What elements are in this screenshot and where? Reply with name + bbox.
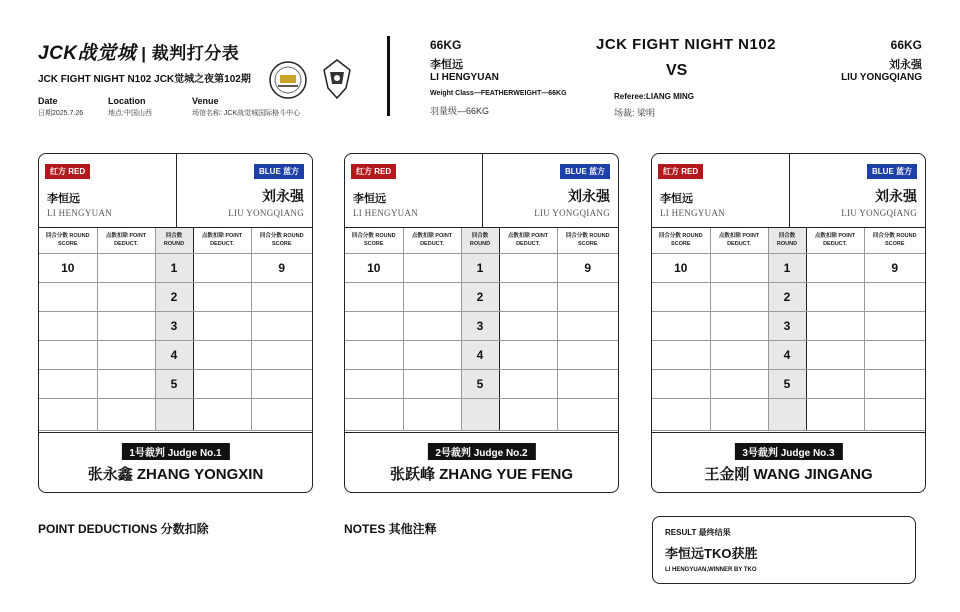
- blue-round-score-cell[interactable]: [864, 340, 925, 369]
- red-fighter-cn: 李恒远: [660, 193, 693, 205]
- round-number-cell: 5: [768, 369, 806, 398]
- location-label: Location: [108, 96, 146, 106]
- red-point-deduct-cell[interactable]: [97, 340, 155, 369]
- round-number-cell: 4: [768, 340, 806, 369]
- blue-round-score-cell[interactable]: [557, 369, 618, 398]
- red-round-score-cell[interactable]: [345, 369, 403, 398]
- total-cell[interactable]: [806, 398, 864, 430]
- total-row: [39, 398, 312, 430]
- judge-score-card-3: [651, 153, 926, 493]
- fighters-header: [652, 154, 925, 228]
- blue-corner-badge: BLUE 蓝方: [254, 164, 304, 179]
- red-fighter-en: LI HENGYUAN: [660, 208, 726, 218]
- round-row: [345, 311, 618, 340]
- round-row: [39, 340, 312, 369]
- blue-round-score-cell[interactable]: [251, 282, 312, 311]
- col-round: 回合数 ROUND: [768, 228, 806, 253]
- red-round-score-cell[interactable]: [39, 369, 97, 398]
- col-blue-point-deduct: 点数扣除 POINT DEDUCT.: [806, 228, 864, 253]
- col-blue-round-score: 回合分数 ROUND SCORE: [557, 228, 618, 253]
- red-point-deduct-cell[interactable]: [403, 253, 461, 282]
- fighters-header: [345, 154, 618, 228]
- red-round-score-cell[interactable]: [39, 282, 97, 311]
- blue-round-score-cell[interactable]: [864, 369, 925, 398]
- blue-fighter-cn: 刘永强: [568, 188, 610, 204]
- total-cell[interactable]: [710, 398, 768, 430]
- event-subtitle: JCK FIGHT NIGHT N102 JCK觉城之夜第102期: [38, 74, 251, 85]
- red-corner-badge: 红方 RED: [351, 164, 396, 179]
- round-number-cell: 3: [768, 311, 806, 340]
- venue-label: Venue: [192, 96, 219, 106]
- sheet-title: | 裁判打分表: [141, 44, 240, 63]
- total-cell[interactable]: [557, 398, 618, 430]
- blue-round-score-cell[interactable]: [557, 340, 618, 369]
- blue-fighter-name-cn: 刘永强: [889, 59, 922, 71]
- blue-round-score-cell[interactable]: [557, 311, 618, 340]
- corner-divider: [789, 154, 790, 228]
- score-table-header: [652, 228, 925, 253]
- round-row: [39, 282, 312, 311]
- red-corner-badge: 红方 RED: [45, 164, 90, 179]
- blue-point-deduct-cell[interactable]: [193, 369, 251, 398]
- red-round-score-cell[interactable]: [652, 311, 710, 340]
- round-row: [345, 369, 618, 398]
- jck-emblem-icon: [316, 58, 358, 100]
- col-red-point-deduct: 点数扣除 POINT DEDUCT.: [710, 228, 768, 253]
- referee-en: Referee:LIANG MING: [614, 92, 695, 101]
- blue-round-score-cell[interactable]: 9: [557, 253, 618, 282]
- blue-point-deduct-cell[interactable]: [806, 282, 864, 311]
- col-round: 回合数 ROUND: [155, 228, 193, 253]
- corner-divider: [482, 154, 483, 228]
- blue-point-deduct-cell[interactable]: [499, 340, 557, 369]
- judge-section: [345, 432, 618, 493]
- blue-point-deduct-cell[interactable]: [806, 253, 864, 282]
- blue-point-deduct-cell[interactable]: [806, 311, 864, 340]
- corner-divider: [176, 154, 177, 228]
- col-red-round-score: 回合分数 ROUND SCORE: [652, 228, 710, 253]
- total-row: [652, 398, 925, 430]
- blue-fighter-cn: 刘永强: [875, 188, 917, 204]
- result-box: [652, 516, 916, 584]
- judge-score-card-1: [38, 153, 313, 493]
- blue-round-score-cell[interactable]: [251, 369, 312, 398]
- round-number-cell: 3: [155, 311, 193, 340]
- blue-point-deduct-cell[interactable]: [193, 282, 251, 311]
- location-value: 地点:中国山西: [108, 110, 152, 117]
- col-blue-round-score: 回合分数 ROUND SCORE: [251, 228, 312, 253]
- red-round-score-cell[interactable]: [39, 311, 97, 340]
- round-number-cell: 5: [155, 369, 193, 398]
- red-round-score-cell[interactable]: [652, 369, 710, 398]
- col-blue-point-deduct: 点数扣除 POINT DEDUCT.: [499, 228, 557, 253]
- round-number-cell: 1: [461, 253, 499, 282]
- red-point-deduct-cell[interactable]: [97, 311, 155, 340]
- total-cell[interactable]: [403, 398, 461, 430]
- round-row: [345, 282, 618, 311]
- red-point-deduct-cell[interactable]: [97, 369, 155, 398]
- red-point-deduct-cell[interactable]: [710, 369, 768, 398]
- red-fighter-cn: 李恒远: [47, 193, 80, 205]
- header-divider: [387, 36, 390, 116]
- col-red-point-deduct: 点数扣除 POINT DEDUCT.: [97, 228, 155, 253]
- total-cell[interactable]: [39, 398, 97, 430]
- date-label: Date: [38, 96, 58, 106]
- red-round-score-cell[interactable]: 10: [345, 253, 403, 282]
- round-number-cell: 1: [768, 253, 806, 282]
- weight-class-en: Weight Class—FEATHERWEIGHT—66KG: [430, 90, 567, 97]
- score-table: [652, 228, 925, 431]
- judge-number-tag: 3号裁判 Judge No.3: [734, 443, 842, 460]
- red-corner-badge: 红方 RED: [658, 164, 703, 179]
- total-cell[interactable]: [193, 398, 251, 430]
- red-round-score-cell[interactable]: [345, 340, 403, 369]
- col-red-round-score: 回合分数 ROUND SCORE: [39, 228, 97, 253]
- red-point-deduct-cell[interactable]: [710, 282, 768, 311]
- round-row: [39, 369, 312, 398]
- red-round-score-cell[interactable]: [345, 311, 403, 340]
- round-row: [39, 253, 312, 282]
- blue-point-deduct-cell[interactable]: [806, 340, 864, 369]
- red-round-score-cell[interactable]: 10: [39, 253, 97, 282]
- red-fighter-name-en: LI HENGYUAN: [430, 72, 499, 83]
- judge-section: [652, 432, 925, 493]
- blue-point-deduct-cell[interactable]: [499, 282, 557, 311]
- red-point-deduct-cell[interactable]: [710, 340, 768, 369]
- red-round-score-cell[interactable]: [652, 340, 710, 369]
- total-cell: [155, 398, 193, 430]
- red-point-deduct-cell[interactable]: [710, 253, 768, 282]
- red-point-deduct-cell[interactable]: [403, 369, 461, 398]
- round-row: [39, 311, 312, 340]
- blue-corner-badge: BLUE 蓝方: [867, 164, 917, 179]
- blue-point-deduct-cell[interactable]: [193, 253, 251, 282]
- blue-round-score-cell[interactable]: [251, 311, 312, 340]
- point-deductions-label: POINT DEDUCTIONS 分数扣除: [38, 522, 209, 536]
- red-fighter-cn: 李恒远: [353, 193, 386, 205]
- judge-number-tag: 2号裁判 Judge No.2: [427, 443, 535, 460]
- red-round-score-cell[interactable]: [652, 282, 710, 311]
- score-table-header: [345, 228, 618, 253]
- red-round-score-cell[interactable]: [345, 282, 403, 311]
- blue-point-deduct-cell[interactable]: [193, 340, 251, 369]
- red-point-deduct-cell[interactable]: [97, 253, 155, 282]
- round-row: [345, 340, 618, 369]
- logo-title: [38, 38, 239, 65]
- red-fighter-en: LI HENGYUAN: [47, 208, 113, 218]
- result-text-en: LI HENGYUAN,WINNER BY TKO: [665, 567, 757, 573]
- judge-name: 王金刚 WANG JINGANG: [704, 466, 873, 483]
- total-cell[interactable]: [97, 398, 155, 430]
- col-round: 回合数 ROUND: [461, 228, 499, 253]
- blue-point-deduct-cell[interactable]: [193, 311, 251, 340]
- blue-point-deduct-cell[interactable]: [806, 369, 864, 398]
- col-red-point-deduct: 点数扣除 POINT DEDUCT.: [403, 228, 461, 253]
- venue-value: 场馆名称: JCK战觉城国际格斗中心: [192, 110, 301, 117]
- round-row: [345, 253, 618, 282]
- round-number-cell: 5: [461, 369, 499, 398]
- col-blue-round-score: 回合分数 ROUND SCORE: [864, 228, 925, 253]
- federation-seal-icon: [268, 60, 308, 100]
- blue-round-score-cell[interactable]: [251, 340, 312, 369]
- judge-name: 张永鑫 ZHANG YONGXIN: [87, 466, 264, 483]
- red-fighter-en: LI HENGYUAN: [353, 208, 419, 218]
- red-point-deduct-cell[interactable]: [710, 311, 768, 340]
- blue-point-deduct-cell[interactable]: [499, 369, 557, 398]
- round-row: [652, 311, 925, 340]
- judge-name: 张跃峰 ZHANG YUE FENG: [389, 466, 574, 483]
- blue-fighter-en: LIU YONGQIANG: [228, 208, 304, 218]
- blue-round-score-cell[interactable]: 9: [864, 253, 925, 282]
- blue-round-score-cell[interactable]: [864, 282, 925, 311]
- round-number-cell: 3: [461, 311, 499, 340]
- result-label: RESULT 最终结果: [665, 528, 731, 537]
- round-row: [652, 369, 925, 398]
- blue-corner-badge: BLUE 蓝方: [560, 164, 610, 179]
- blue-round-score-cell[interactable]: 9: [251, 253, 312, 282]
- blue-point-deduct-cell[interactable]: [499, 311, 557, 340]
- blue-weight: 66KG: [890, 38, 922, 52]
- round-number-cell: 1: [155, 253, 193, 282]
- round-row: [652, 253, 925, 282]
- blue-round-score-cell[interactable]: [864, 311, 925, 340]
- total-cell[interactable]: [499, 398, 557, 430]
- referee-cn: 场裁: 梁明: [614, 108, 656, 118]
- score-table-header: [39, 228, 312, 253]
- blue-fighter-en: LIU YONGQIANG: [841, 208, 917, 218]
- col-red-round-score: 回合分数 ROUND SCORE: [345, 228, 403, 253]
- total-cell: [461, 398, 499, 430]
- score-table: [345, 228, 618, 431]
- total-row: [345, 398, 618, 430]
- judge-score-card-2: [344, 153, 619, 493]
- result-text-cn: 李恒远TKO获胜: [665, 546, 758, 561]
- red-point-deduct-cell[interactable]: [403, 282, 461, 311]
- brand-logo: JCK战觉城: [38, 43, 137, 64]
- total-cell[interactable]: [345, 398, 403, 430]
- red-fighter-name-cn: 李恒远: [430, 59, 463, 71]
- blue-fighter-name-en: LIU YONGQIANG: [841, 72, 922, 83]
- red-point-deduct-cell[interactable]: [403, 340, 461, 369]
- fighters-header: [39, 154, 312, 228]
- blue-round-score-cell[interactable]: [557, 282, 618, 311]
- judge-number-tag: 1号裁判 Judge No.1: [121, 443, 229, 460]
- blue-point-deduct-cell[interactable]: [499, 253, 557, 282]
- red-round-score-cell[interactable]: 10: [652, 253, 710, 282]
- round-number-cell: 4: [461, 340, 499, 369]
- round-number-cell: 2: [768, 282, 806, 311]
- weight-class-cn: 羽量级—66KG: [430, 106, 490, 116]
- total-cell[interactable]: [864, 398, 925, 430]
- notes-label: NOTES 其他注释: [344, 522, 437, 536]
- round-number-cell: 2: [155, 282, 193, 311]
- blue-fighter-cn: 刘永强: [262, 188, 304, 204]
- total-cell: [768, 398, 806, 430]
- total-cell[interactable]: [652, 398, 710, 430]
- red-point-deduct-cell[interactable]: [403, 311, 461, 340]
- round-number-cell: 4: [155, 340, 193, 369]
- red-round-score-cell[interactable]: [39, 340, 97, 369]
- blue-fighter-en: LIU YONGQIANG: [534, 208, 610, 218]
- red-weight: 66KG: [430, 38, 462, 52]
- event-title: JCK FIGHT NIGHT N102: [596, 36, 777, 53]
- round-row: [652, 340, 925, 369]
- date-value: 日期2025.7.26: [38, 110, 84, 117]
- red-point-deduct-cell[interactable]: [97, 282, 155, 311]
- round-number-cell: 2: [461, 282, 499, 311]
- judge-section: [39, 432, 312, 493]
- total-cell[interactable]: [251, 398, 312, 430]
- score-table: [39, 228, 312, 431]
- vs-label: VS: [666, 62, 688, 79]
- col-blue-point-deduct: 点数扣除 POINT DEDUCT.: [193, 228, 251, 253]
- round-row: [652, 282, 925, 311]
